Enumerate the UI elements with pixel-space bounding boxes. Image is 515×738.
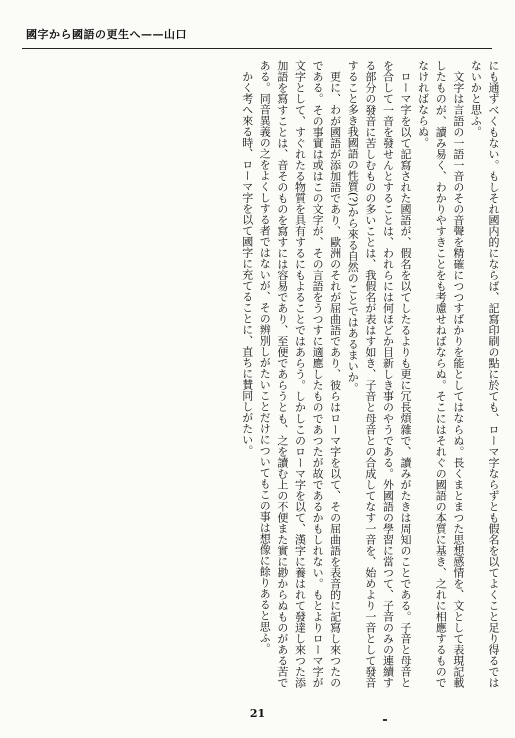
body-text (40, 60, 502, 688)
print-mark (383, 719, 387, 721)
paragraph: かく考へ來る時、ローマ字を以て國字に充てることに、直ちに賛同しがたい。 (240, 71, 254, 456)
paragraph: 文字は言語の一語一音のその音聲を精確につつすばかりを能としてはならぬ。長くまとまつた思想感情を、文として表現記載したものが、讀み易く、わかりやすきことをも考慮せねばならぬ。そこにはそれぐの國語の本質に基き、之れに相應するものでなければならぬ。 (416, 60, 465, 688)
paragraph: 更に、わが國語が添加語であり、歐洲のそれが屈曲語であり、彼らはローマ字を以て、その屈曲語を表音的に記寫し來つたのである。その事實は或はこの文字が、その言語をうつすに適應したものであつたが故であるかもしれない。もとよりローマ字が文字として、すぐれたる物質を具有するにもよることではあらう。しかしこのローマ字を以て、漢字に養はれて發達し來つた添加語を寫すことは、音そのものを寫すには容易であり、至便であらうとも、之を讀む上の不便また實に尠からぬものがある苦である。同音異義の之をよくしする者ではないが、その辨別しがたいことだけについてもこの事は想像に餘りあると思ふ。 (258, 60, 342, 688)
running-head: 國字から國語の更生へ——山口 (26, 28, 187, 41)
page-number: 21 (249, 707, 266, 720)
paragraph: ローマ字を以て記寫された國語が、假名を以てしたるよりも更に冗長煩雜で、讀みがたきは周知のことである。子音と母音とを合して一音を發せんとすることは、われらには何ほどか目新しき事のやうである。外國語の學習に當つて、子音のみの連續する部分の發音に苦しむものの多いことは、我假名が表はす如き、子音と母音との合成してなす一音を、始めより一音として發音すること多き我國語の性質(?)から來る自然のことではあるまいか。 (346, 60, 413, 688)
paragraph: にも通ずべくもない。もしそれ國内的にならば、記寫印刷の點に於ても、ローマ字ならずとも假名を以てよくこと足り得るではないかと思ふ。 (469, 60, 500, 688)
header-rule (22, 48, 492, 49)
